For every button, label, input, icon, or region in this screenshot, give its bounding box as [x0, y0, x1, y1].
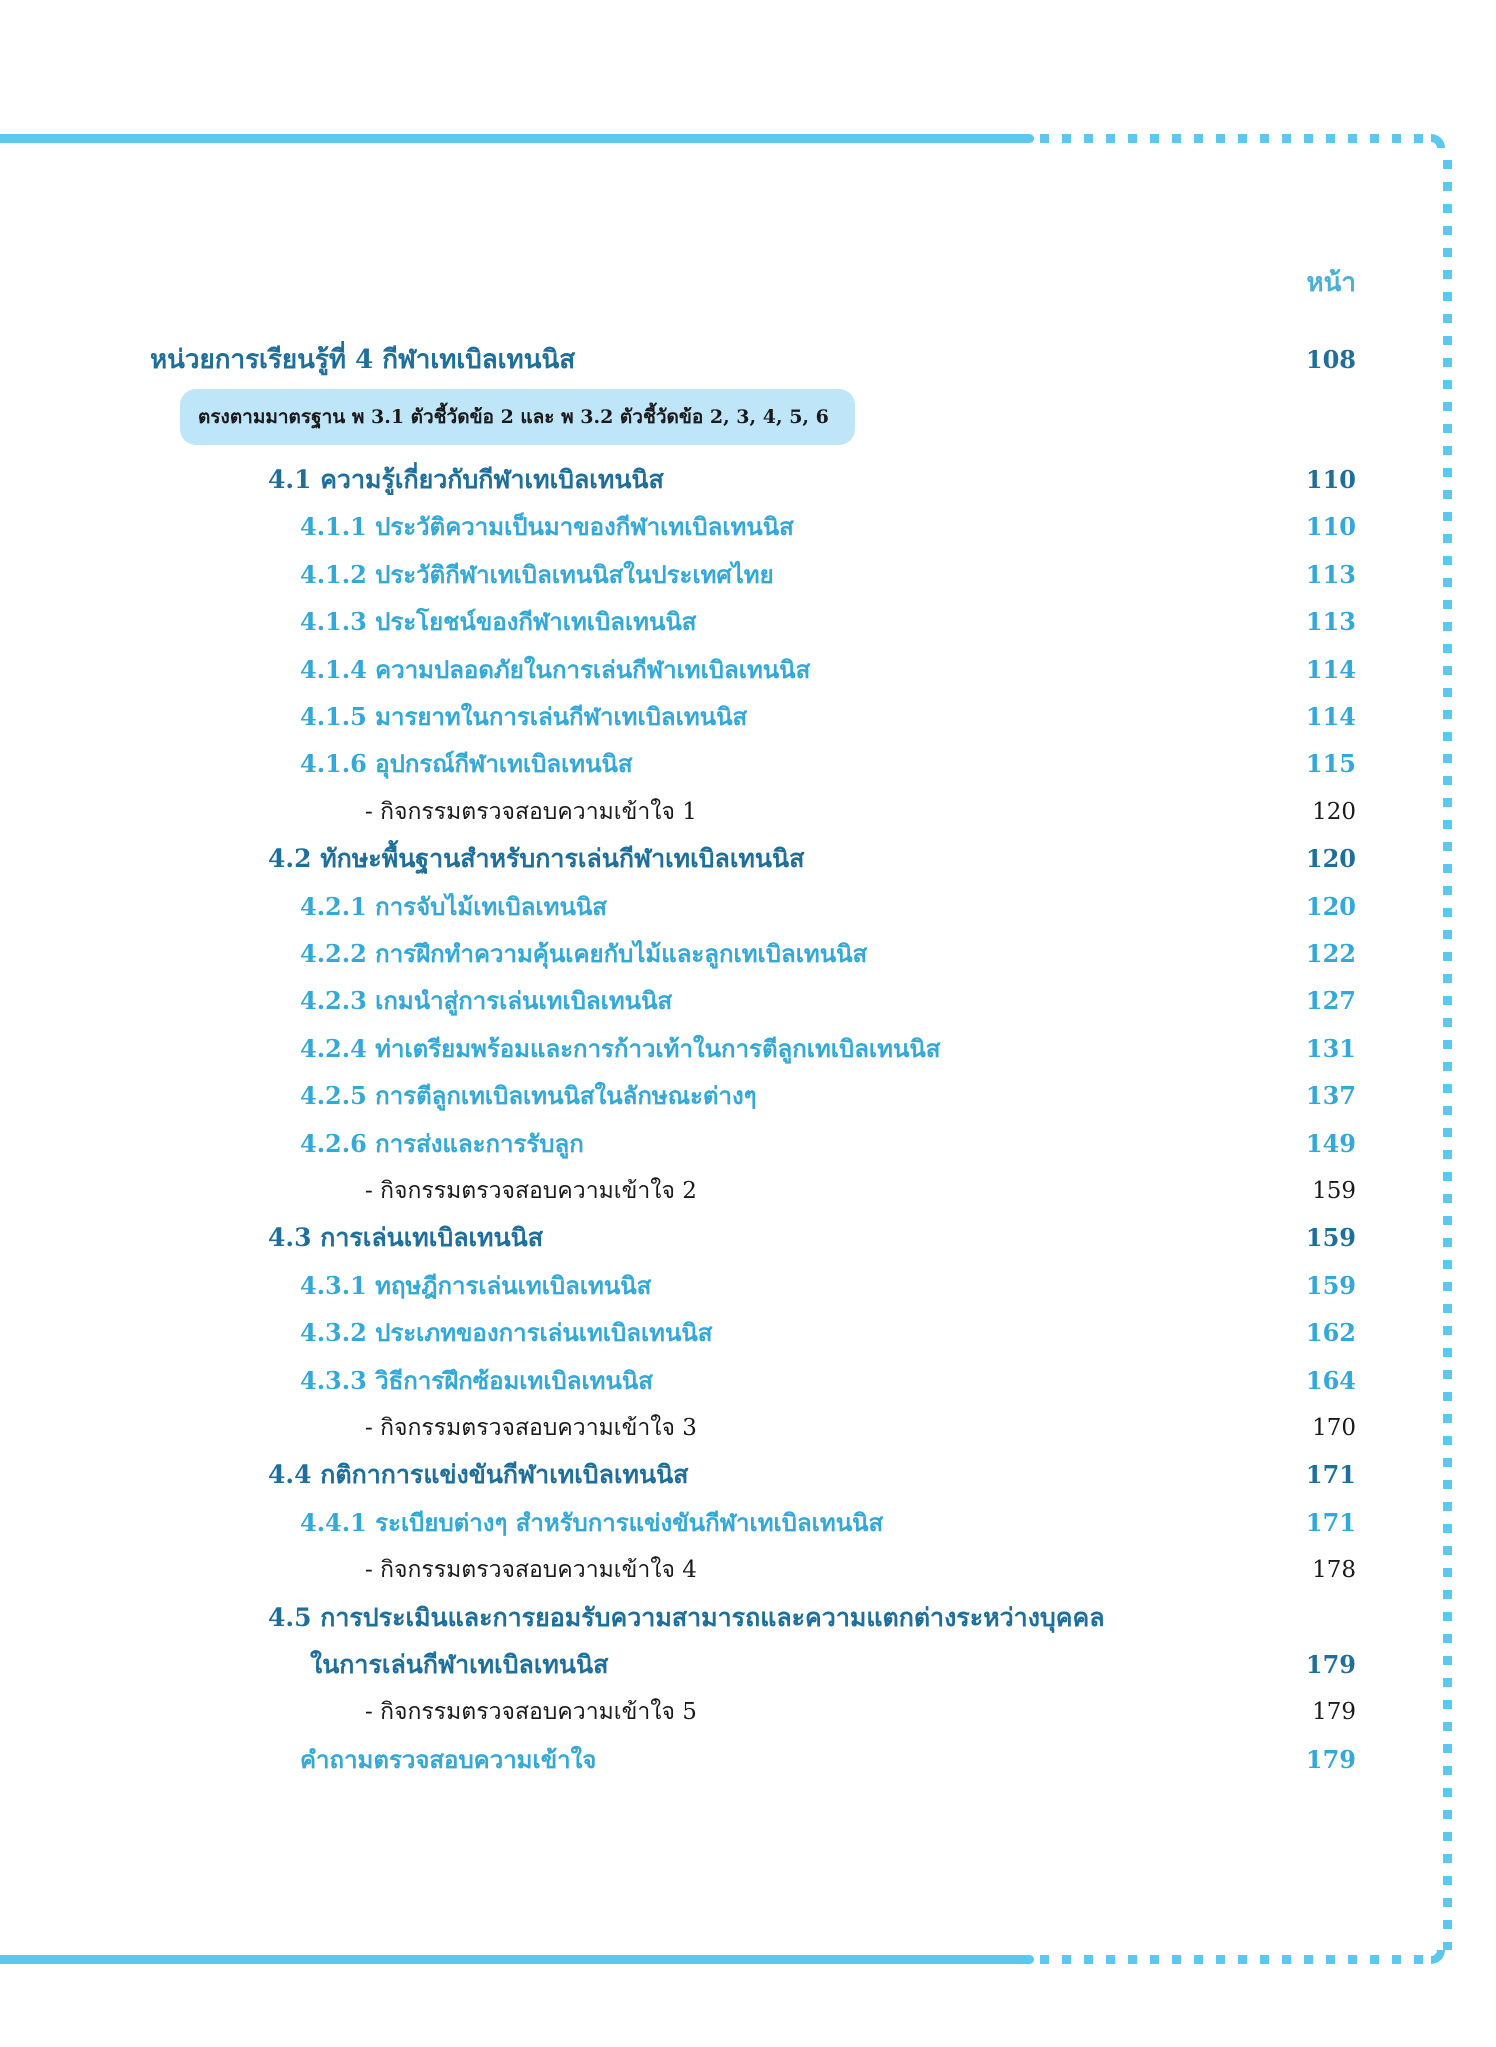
- toc-entry[interactable]: [0, 837, 1496, 881]
- toc-entry-page-number: 113: [1305, 559, 1356, 589]
- toc-entry[interactable]: [0, 505, 1496, 549]
- toc-entry-page-number: 171: [1305, 1460, 1356, 1490]
- unit-page-number: 108: [1305, 345, 1356, 374]
- toc-entry-page-number: 178: [1312, 1557, 1356, 1584]
- toc-entry[interactable]: [0, 1596, 1496, 1640]
- top-right-corner: [1431, 134, 1445, 148]
- toc-entry-title: 4.2.1 การจับไม้เทเบิลเทนนิส: [300, 891, 607, 921]
- toc-entry-title: 4.1.1 ประวัติความเป็นมาของกีฬาเทเบิลเทนนิส: [300, 512, 794, 542]
- toc-entry-page-number: 114: [1305, 654, 1356, 684]
- toc-entry-title: 4.2.5 การตีลูกเทเบิลเทนนิสในลักษณะต่างๆ: [300, 1081, 757, 1111]
- toc-entry-page-number: 113: [1305, 607, 1356, 637]
- toc-entry-title: 4.1.2 ประวัติกีฬาเทเบิลเทนนิสในประเทศไทย: [300, 559, 774, 589]
- toc-entry-title: - กิจกรรมตรวจสอบความเข้าใจ 3: [365, 1415, 697, 1441]
- toc-entry[interactable]: [0, 1453, 1496, 1497]
- toc-entry[interactable]: [0, 1169, 1496, 1213]
- toc-entry-title: คำถามตรวจสอบความเข้าใจ: [300, 1744, 597, 1774]
- toc-entry[interactable]: [0, 600, 1496, 644]
- toc-entry-title: 4.2.3 เกมนำสู่การเล่นเทเบิลเทนนิส: [300, 986, 673, 1016]
- toc-entry-title: 4.4 กติกาการแข่งขันกีฬาเทเบิลเทนนิส: [268, 1460, 689, 1490]
- toc-entry[interactable]: [0, 790, 1496, 834]
- toc-entry-title: 4.4.1 ระเบียบต่างๆ สำหรับการแข่งขันกีฬาเทเบิลเทนนิส: [300, 1507, 884, 1537]
- toc-entry-page-number: 170: [1312, 1415, 1356, 1441]
- toc-entry-page-number: 131: [1305, 1033, 1356, 1063]
- toc-entry-title: 4.2.2 การฝึกทำความคุ้นเคยกับไม้และลูกเทเบิลเทนนิส: [300, 939, 868, 968]
- toc-entry-page-number: 110: [1305, 465, 1356, 494]
- toc-entry[interactable]: [0, 1311, 1496, 1355]
- unit-heading-row[interactable]: [0, 338, 1496, 382]
- toc-entry-page-number: 120: [1305, 844, 1356, 874]
- toc-entry-page-number: 159: [1305, 1223, 1356, 1253]
- toc-entry-title: ในการเล่นกีฬาเทเบิลเทนนิส: [310, 1650, 609, 1679]
- page-column-header: หน้า: [1306, 268, 1356, 298]
- toc-entry[interactable]: [0, 1738, 1496, 1782]
- toc-entry-page-number: 137: [1305, 1081, 1356, 1111]
- toc-entry-title: 4.1 ความรู้เกี่ยวกับกีฬาเทเบิลเทนนิส: [268, 465, 664, 494]
- toc-entry[interactable]: [0, 932, 1496, 976]
- toc-entry-title: 4.1.5 มารยาทในการเล่นกีฬาเทเบิลเทนนิส: [300, 702, 748, 731]
- toc-entry-page-number: 159: [1312, 1178, 1356, 1204]
- toc-entry[interactable]: [0, 648, 1496, 692]
- toc-entry-title: 4.3.2 ประเภทของการเล่นเทเบิลเทนนิส: [300, 1318, 713, 1348]
- toc-entry-page-number: 179: [1305, 1650, 1356, 1679]
- bottom-border-dots: [1040, 1955, 1430, 1964]
- toc-entry-page-number: 179: [1305, 1744, 1356, 1774]
- toc-entry[interactable]: [0, 1122, 1496, 1166]
- toc-entry-title: - กิจกรรมตรวจสอบความเข้าใจ 5: [365, 1699, 697, 1726]
- toc-entry-title: 4.3.1 ทฤษฎีการเล่นเทเบิลเทนนิส: [300, 1270, 652, 1300]
- toc-entry[interactable]: [0, 979, 1496, 1023]
- toc-entry[interactable]: [0, 1359, 1496, 1403]
- toc-entry[interactable]: [0, 1548, 1496, 1592]
- toc-entry-page-number: 171: [1305, 1507, 1356, 1537]
- unit-title: หน่วยการเรียนรู้ที่ 4 กีฬาเทเบิลเทนนิส: [150, 345, 576, 375]
- toc-entry-page-number: 162: [1305, 1318, 1356, 1348]
- toc-entry-title: 4.2.4 ท่าเตรียมพร้อมและการก้าวเท้าในการตีลูกเทเบิลเทนนิส: [300, 1033, 941, 1063]
- toc-entry-title: 4.1.4 ความปลอดภัยในการเล่นกีฬาเทเบิลเทนนิส: [300, 654, 811, 684]
- toc-entry-title: 4.1.6 อุปกรณ์กีฬาเทเบิลเทนนิส: [300, 749, 633, 779]
- toc-entry[interactable]: [0, 742, 1496, 786]
- toc-entry-title: - กิจกรรมตรวจสอบความเข้าใจ 4: [365, 1557, 697, 1584]
- toc-entry-page-number: 110: [1305, 512, 1356, 542]
- toc-entry-title: - กิจกรรมตรวจสอบความเข้าใจ 2: [365, 1178, 697, 1204]
- toc-entry[interactable]: [0, 1074, 1496, 1118]
- toc-entry[interactable]: [0, 1027, 1496, 1071]
- toc-entry-page-number: 164: [1305, 1365, 1356, 1395]
- toc-entry-title: 4.3.3 วิธีการฝึกซ้อมเทเบิลเทนนิส: [300, 1365, 653, 1395]
- toc-entry[interactable]: [0, 1264, 1496, 1308]
- toc-entry[interactable]: [0, 1690, 1496, 1734]
- toc-entry[interactable]: [0, 885, 1496, 929]
- top-border-dots: [1040, 134, 1430, 143]
- toc-entry[interactable]: [0, 1643, 1496, 1687]
- toc-entry-title: 4.2 ทักษะพื้นฐานสำหรับการเล่นกีฬาเทเบิลเทนนิส: [268, 844, 805, 874]
- toc-entry-page-number: 122: [1305, 939, 1356, 968]
- toc-entry-page-number: 120: [1312, 798, 1356, 825]
- bottom-border-bar: [0, 1955, 1034, 1964]
- toc-entry-page-number: 114: [1305, 702, 1356, 731]
- toc-entry-title: 4.5 การประเมินและการยอมรับความสามารถและความแตกต่างระหว่างบุคคล: [268, 1602, 1105, 1632]
- top-border-bar: [0, 134, 1034, 143]
- toc-entry-title: 4.2.6 การส่งและการรับลูก: [300, 1128, 584, 1158]
- toc-entry[interactable]: [0, 695, 1496, 739]
- toc-entry[interactable]: [0, 1406, 1496, 1450]
- toc-entry[interactable]: [0, 1501, 1496, 1545]
- toc-entry-page-number: 159: [1305, 1270, 1356, 1300]
- toc-entry-title: 4.3 การเล่นเทเบิลเทนนิส: [268, 1223, 543, 1253]
- bottom-right-corner: [1431, 1950, 1445, 1964]
- standards-badge: ตรงตามมาตรฐาน พ 3.1 ตัวชี้วัดข้อ 2 และ พ 3.2 ตัวชี้วัดข้อ 2, 3, 4, 5, 6: [180, 389, 855, 445]
- toc-entry[interactable]: [0, 1216, 1496, 1260]
- toc-entry-page-number: 127: [1305, 986, 1356, 1016]
- toc-entry-title: 4.1.3 ประโยชน์ของกีฬาเทเบิลเทนนิส: [300, 607, 697, 637]
- toc-entry[interactable]: [0, 458, 1496, 502]
- toc-entry-page-number: 120: [1305, 891, 1356, 921]
- toc-entry[interactable]: [0, 553, 1496, 597]
- toc-entry-page-number: 179: [1312, 1699, 1356, 1726]
- toc-entry-title: - กิจกรรมตรวจสอบความเข้าใจ 1: [365, 798, 697, 825]
- toc-entry-page-number: 149: [1305, 1128, 1356, 1158]
- toc-entry-page-number: 115: [1305, 749, 1356, 779]
